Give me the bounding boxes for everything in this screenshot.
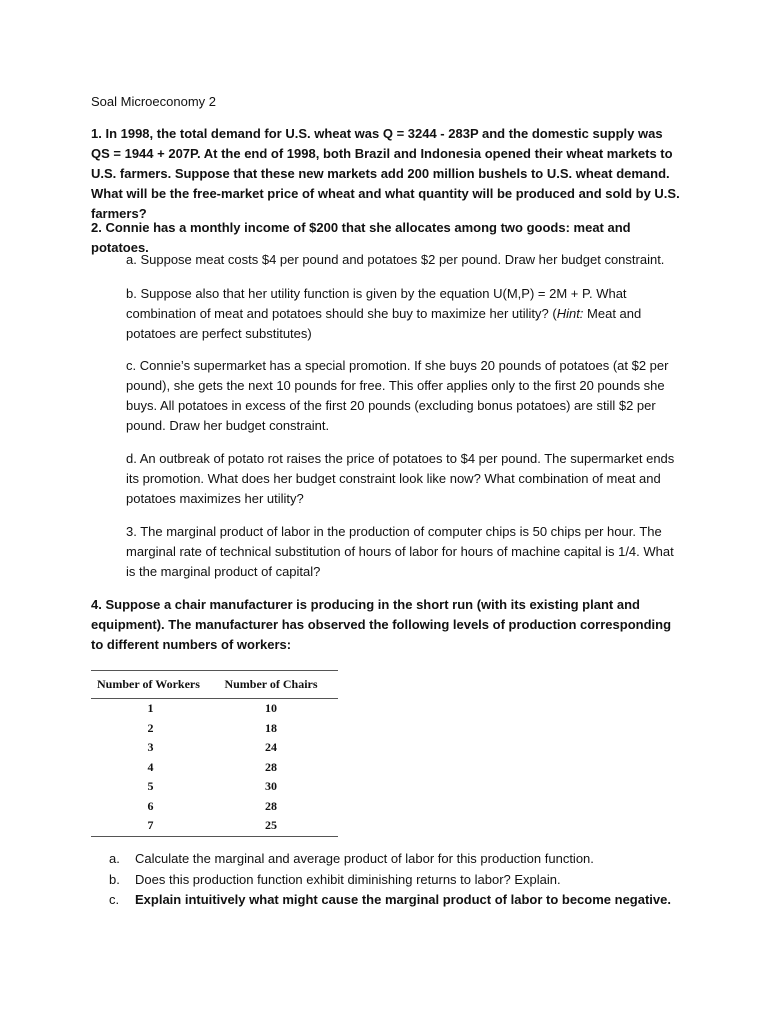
list-item-text: Explain intuitively what might cause the marginal product of labor to become negative. <box>135 892 671 907</box>
cell-chairs: 28 <box>265 759 277 774</box>
question-4-subitems <box>109 849 671 911</box>
question-4: 4. Suppose a chair manufacturer is producing in the short run (with its existing plant and equipment). The manufacturer has observed the following levels of production corresponding to different numbers of workers: <box>91 597 672 652</box>
cell-workers: 3 <box>147 740 154 754</box>
cell-workers: 1 <box>147 701 154 715</box>
question-2b-text-end: Meat and potatoes are perfect substitutes) <box>126 306 642 341</box>
cell-workers: 4 <box>147 759 154 774</box>
cell-chairs: 10 <box>265 701 277 715</box>
workers-chairs-table <box>91 670 338 837</box>
list-item-label: c. <box>109 892 120 907</box>
question-2b-text: b. Suppose also that her utility function is given by the equation U(M,P) = 2M + P. What combination of meat and potatoes should she buy to maximize her utility? ( <box>126 286 627 321</box>
table-row <box>91 816 338 836</box>
list-item <box>109 870 671 891</box>
list-item-text: Does this production function exhibit diminishing returns to labor? Explain. <box>135 871 561 887</box>
cell-chairs: 24 <box>265 740 277 754</box>
header-workers: Number of Workers <box>91 671 204 699</box>
cell-chairs: 30 <box>265 779 277 793</box>
cell-chairs: 25 <box>204 816 338 836</box>
question-2b-hint: Hint: <box>556 306 584 321</box>
production-table <box>91 670 338 837</box>
table-row <box>91 797 338 817</box>
cell-chairs: 18 <box>265 720 277 735</box>
header-chairs: Number of Chairs <box>204 671 338 699</box>
question-2a: a. Suppose meat costs $4 per pound and potatoes $2 per pound. Draw her budget constraint. <box>126 252 665 267</box>
question-2b <box>126 284 678 344</box>
table-row <box>91 777 338 797</box>
cell-workers: 6 <box>147 798 154 813</box>
list-item-label: a. <box>109 851 120 866</box>
cell-workers: 2 <box>147 720 154 735</box>
table-header-row <box>91 671 338 699</box>
list-item-label: b. <box>109 871 120 887</box>
question-3: 3. The marginal product of labor in the production of computer chips is 50 chips per hour. The marginal rate of technical substitution of hours of labor for hours of machine capital is 1/4. What is the marginal product of capital? <box>126 524 674 579</box>
table-row <box>91 699 338 719</box>
table-row <box>91 758 338 778</box>
question-1: 1. In 1998, the total demand for U.S. wheat was Q = 3244 - 283P and the domestic supply was QS = 1944 + 207P. At the end of 1998, both Brazil and Indonesia opened their wheat markets to U.S. farmers. Suppose that these new markets add 200 million bushels to U.S. wheat demand. What will be the free-market price of wheat and what quantity will be produced and sold by U.S. farmers? <box>91 126 680 221</box>
list-item <box>109 890 671 911</box>
cell-workers: 7 <box>91 816 204 836</box>
list-item <box>109 849 671 870</box>
list-item-text: Calculate the marginal and average product of labor for this production function. <box>135 851 594 866</box>
question-2c: c. Connie’s supermarket has a special promotion. If she buys 20 pounds of potatoes (at $2 per pound), she gets the next 10 pounds for free. This offer applies only to the first 20 pounds she buys. All potatoes in excess of the first 20 pounds (excluding bonus potatoes) are still $2 per pound. Draw her budget constraint. <box>126 358 669 433</box>
document-title: Soal Microeconomy 2 <box>91 94 216 109</box>
cell-chairs: 28 <box>265 798 277 813</box>
question-2: 2. Connie has a monthly income of $200 that she allocates among two goods: meat and potatoes. <box>91 220 631 255</box>
table-row <box>91 719 338 739</box>
cell-workers: 5 <box>147 779 154 793</box>
question-2d: d. An outbreak of potato rot raises the price of potatoes to $4 per pound. The supermarket ends its promotion. What does her budget constraint look like now? What combination of meat and potatoes maximizes her utility? <box>126 451 675 506</box>
table-row <box>91 738 338 758</box>
